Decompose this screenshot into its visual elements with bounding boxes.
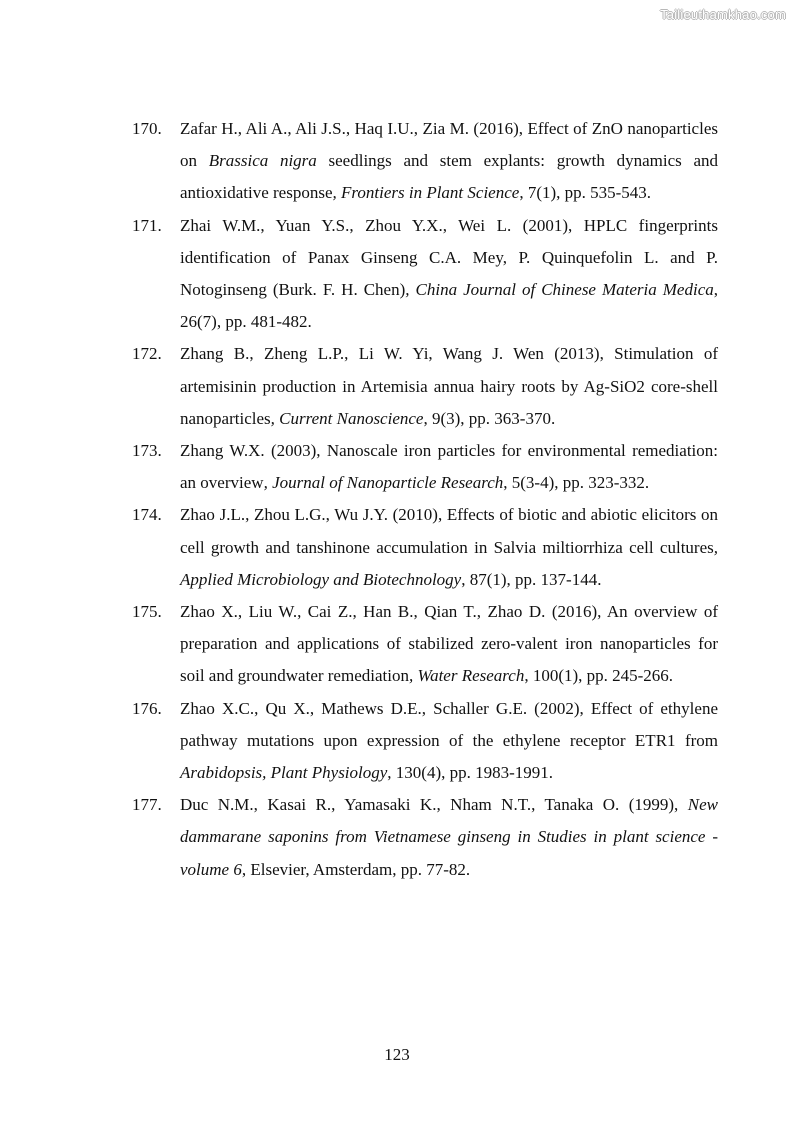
page-number: 123	[384, 1045, 410, 1064]
reference-text	[180, 789, 718, 886]
reference-text-run: , 87(1), pp. 137-144.	[461, 569, 602, 589]
reference-text	[180, 499, 718, 596]
reference-number: 175.	[132, 602, 162, 622]
reference-text	[180, 435, 718, 499]
reference-text-run: , Elsevier, Amsterdam, pp. 77-82.	[241, 859, 471, 879]
reference-number: 172.	[132, 344, 162, 364]
reference-italic-run: , Journal of Nanoparticle Research	[263, 473, 504, 493]
reference-text-run: Zhao J.L., Zhou L.G., Wu J.Y. (2010), Effects of biotic and abiotic elicitors on cell growth and tanshinone accumulation in Salvia miltiorrhiza cell cultures	[180, 505, 718, 557]
reference-item	[132, 113, 718, 210]
reference-text-run: , 5(3-4), pp. 323-332.	[503, 473, 650, 493]
reference-text-run: , 100(1), pp. 245-266.	[524, 666, 674, 686]
reference-text-run: , 130(4), pp. 1983-1991.	[387, 763, 554, 783]
reference-number: 171.	[132, 215, 162, 235]
reference-italic-run: New dammarane saponins from Vietnamese ginseng in Studies in plant science - volume 6	[180, 795, 718, 879]
reference-number: 177.	[132, 795, 162, 815]
reference-text-run: Zafar H., Ali A., Ali J.S., Haq I.U., Zia M. (2016), Effect of ZnO nanoparticles on	[180, 119, 718, 171]
reference-item	[132, 338, 718, 435]
reference-text-run: Zhao X., Liu W., Cai Z., Han B., Qian T., Zhao D. (2016), An overview of preparation and applications of stabilized zero-valent iron nanoparticles for soil and groundwater remediation	[180, 602, 718, 686]
reference-number: 174.	[132, 505, 162, 525]
reference-text-run: , 9(3), pp. 363-370.	[423, 408, 556, 428]
reference-italic-run: , Current Nanoscience	[270, 408, 424, 428]
reference-text	[180, 210, 718, 339]
reference-item	[132, 789, 718, 886]
reference-item	[132, 210, 718, 339]
reference-text-run: Duc N.M., Kasai R., Yamasaki K., Nham N.T., Tanaka O. (1999),	[180, 795, 688, 815]
reference-item	[132, 596, 718, 693]
reference-item	[132, 499, 718, 596]
reference-number: 170.	[132, 119, 162, 138]
reference-italic-run: , Water Research	[408, 666, 525, 686]
reference-text	[180, 596, 718, 693]
reference-text-run: , 26(7), pp. 481-482.	[180, 280, 718, 332]
watermark: Tailieuthamkhao.com	[660, 7, 786, 22]
reference-text-run: , 7(1), pp. 535-543.	[519, 183, 652, 203]
reference-text-run: Zhang W.X. (2003), Nanoscale iron particles for environmental remediation: an overview	[180, 441, 718, 493]
reference-italic-run: Arabidopsis, Plant Physiology	[180, 763, 388, 783]
reference-list	[132, 113, 718, 886]
reference-number: 176.	[132, 698, 162, 718]
reference-number: 173.	[132, 441, 162, 461]
reference-italic-run: Brassica nigra	[208, 151, 317, 171]
reference-text-run: seedlings and stem explants: growth dynamics and antioxidative response	[180, 151, 718, 203]
reference-italic-run: , Applied Microbiology and Biotechnology	[180, 537, 718, 589]
reference-text	[180, 693, 718, 790]
reference-text	[180, 338, 718, 435]
reference-text-run: Zhang B., Zheng L.P., Li W. Yi, Wang J. Wen (2013), Stimulation of artemisinin production in Artemisia annua hairy roots by Ag-SiO2 core-shell nanoparticles	[180, 344, 718, 428]
reference-text	[180, 113, 718, 210]
reference-italic-run: , China Journal of Chinese Materia Medica	[405, 280, 714, 300]
reference-item	[132, 693, 718, 790]
reference-italic-run: , Frontiers in Plant Science	[332, 183, 520, 203]
reference-text-run: Zhao X.C., Qu X., Mathews D.E., Schaller G.E. (2002), Effect of ethylene pathway mutations upon expression of the ethylene receptor ETR1 from	[180, 698, 718, 750]
reference-text-run: Zhai W.M., Yuan Y.S., Zhou Y.X., Wei L. (2001), HPLC fingerprints identification of Panax Ginseng C.A. Mey, P. Quinquefolin L. and P. Notoginseng (Burk. F. H. Chen)	[180, 215, 718, 300]
reference-item	[132, 435, 718, 499]
